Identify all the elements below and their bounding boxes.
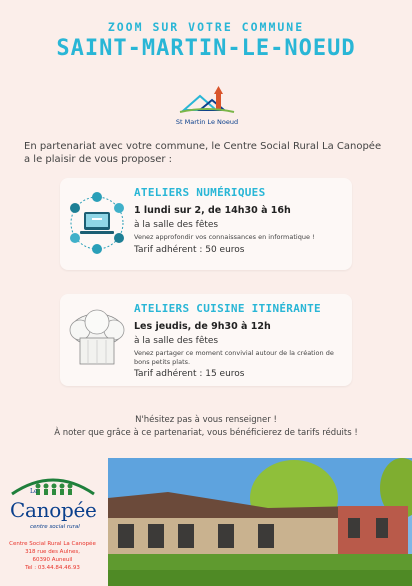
address-line: Centre Social Rural La Canopée [9, 541, 96, 547]
building-photo [108, 458, 412, 586]
address-line: 318 rue des Aulnes, [25, 549, 80, 555]
workshop-card-digital [60, 178, 352, 270]
outro-line-2: À noter que grâce à ce partenariat, vous bénéficierez de tarifs réduits ! [54, 428, 358, 438]
outro-text [10, 414, 402, 440]
canopee-logo-word: Canopée [10, 498, 97, 522]
address-line: Tel : 03.44.84.46.93 [25, 565, 80, 571]
computer-network-icon [66, 192, 128, 254]
workshop-card-cooking [60, 294, 352, 386]
workshop-location: à la salle des fêtes [134, 220, 219, 230]
workshop-title: ATELIERS NUMÉRIQUES [134, 186, 266, 199]
address-line: 60390 Auneuil [32, 557, 73, 563]
canopee-logo-le: Le [30, 488, 38, 495]
town-logo-text: St Martin Le Noeud [175, 118, 239, 126]
workshop-price: Tarif adhérent : 15 euros [134, 369, 245, 379]
kicker-title: ZOOM SUR VOTRE COMMUNE [107, 20, 305, 34]
outro-line-1: N'hésitez pas à vous renseigner ! [135, 415, 277, 425]
workshop-price: Tarif adhérent : 50 euros [134, 244, 245, 255]
town-logo [170, 82, 244, 130]
canopee-logo-block [0, 458, 105, 586]
canopee-logo-sub: centre social rural [30, 524, 80, 530]
intro-text: En partenariat avec votre commune, le Centre Social Rural La Canopée a le plaisir de vous proposer : [24, 141, 382, 165]
workshop-description: Venez partager ce moment convivial autour de la création de bons petits plats. [134, 349, 334, 366]
workshop-schedule: 1 lundi sur 2, de 14h30 à 16h [134, 205, 291, 216]
workshop-schedule: Les jeudis, de 9h30 à 12h [134, 321, 271, 332]
chef-hat-icon [66, 308, 128, 370]
workshop-location: à la salle des fêtes [134, 336, 219, 346]
canopee-address [4, 540, 101, 572]
workshop-title: ATELIERS CUISINE ITINÉRANTE [134, 302, 321, 315]
workshop-description: Venez approfondir vos connaissances en informatique ! [134, 233, 315, 241]
town-title: SAINT-MARTIN-LE-NOEUD [56, 36, 356, 61]
